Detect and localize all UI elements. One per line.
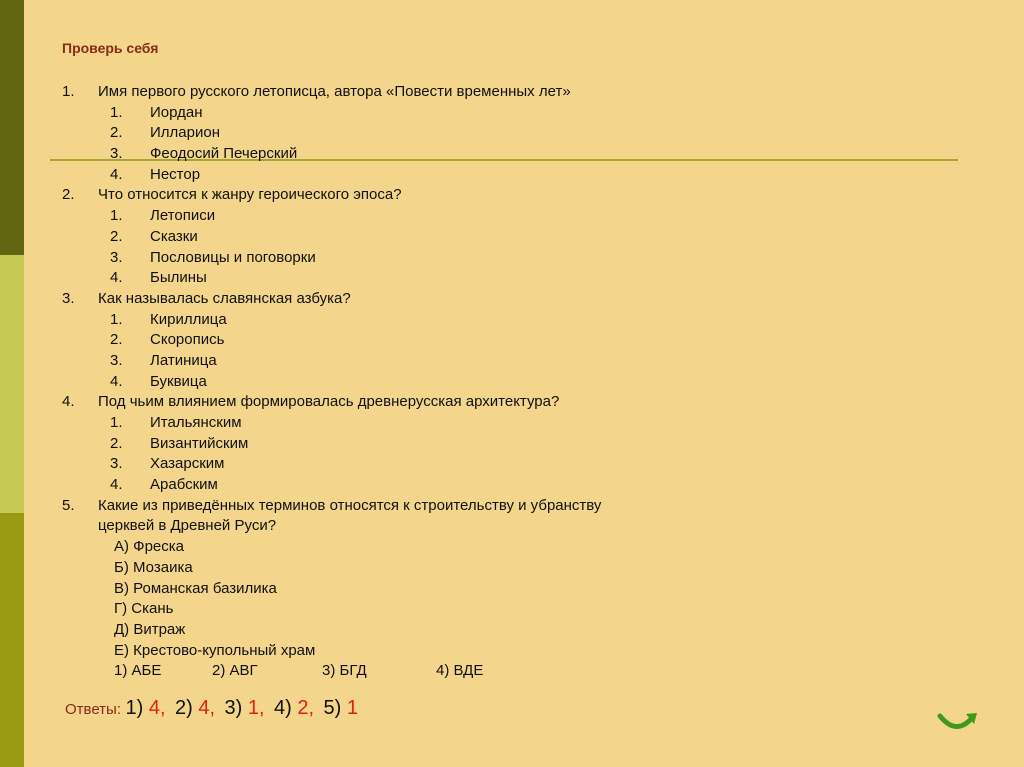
option-text: Иордан	[150, 103, 203, 121]
question-text: Под чьим влиянием формировалась древнерусская архитектура?	[98, 393, 560, 411]
option-number: 3.	[110, 145, 123, 163]
term-item: Д) Витраж	[114, 620, 186, 638]
option-text: Летописи	[150, 207, 216, 225]
option-number: 4.	[110, 476, 123, 494]
option-item	[0, 248, 1024, 269]
question-number: 5.	[62, 496, 75, 514]
option-number: 4.	[110, 372, 123, 390]
answer-choices	[0, 661, 1024, 682]
option-number: 2.	[110, 331, 123, 349]
option-number: 1.	[110, 207, 123, 225]
question-text: Как называлась славянская азбука?	[98, 289, 351, 307]
question-1	[0, 82, 1024, 103]
question-3	[0, 289, 1024, 310]
option-item	[0, 123, 1024, 144]
option-number: 2.	[110, 227, 123, 245]
quiz-content	[0, 82, 1024, 682]
question-5	[0, 496, 1024, 517]
option-item	[0, 434, 1024, 455]
question-number: 1.	[62, 83, 75, 100]
option-item	[0, 206, 1024, 227]
option-text: Феодосий Печерский	[150, 145, 298, 163]
question-text: Имя первого русского летописца, автора «Повести временных лет»	[98, 83, 571, 100]
option-number: 3.	[110, 248, 123, 266]
option-text: Кириллица	[150, 310, 227, 328]
option-text: Византийским	[150, 434, 249, 452]
option-number: 1.	[110, 310, 123, 328]
option-text: Пословицы и поговорки	[150, 248, 316, 266]
option-item	[0, 372, 1024, 393]
slide-title: Проверь себя	[62, 40, 159, 56]
choice-item: 4) ВДЕ	[436, 662, 484, 680]
option-text: Арабским	[150, 476, 218, 494]
option-item	[0, 103, 1024, 124]
question-number: 4.	[62, 393, 75, 411]
answer-item: 2) 4,	[174, 697, 216, 719]
answer-item: 3) 1,	[224, 697, 265, 719]
question-number: 2.	[62, 186, 75, 204]
option-number: 3.	[110, 455, 123, 473]
option-text: Буквица	[150, 372, 207, 390]
option-item	[0, 475, 1024, 496]
option-number: 4.	[110, 165, 123, 183]
option-number: 2.	[110, 124, 123, 142]
option-text: Скоропись	[150, 331, 225, 349]
question-number: 3.	[62, 289, 75, 307]
option-text: Итальянским	[150, 414, 242, 431]
question-text-continuation: церквей в Древней Руси?	[98, 517, 277, 535]
choice-item: 1) АБЕ	[114, 662, 162, 680]
answer-item: 1) 4,	[125, 697, 166, 719]
question-text: Что относится к жанру героического эпоса?	[98, 186, 402, 204]
term-item: В) Романская базилика	[114, 579, 277, 597]
option-number: 2.	[110, 434, 123, 452]
option-number: 3.	[110, 351, 123, 369]
option-item	[0, 413, 1024, 434]
option-number: 1.	[110, 103, 123, 121]
answers-line	[65, 697, 363, 720]
option-item	[0, 227, 1024, 248]
option-number: 4.	[110, 269, 123, 287]
choice-item: 2) АВГ	[212, 662, 258, 680]
answer-item: 4) 2,	[273, 697, 315, 719]
option-item	[0, 310, 1024, 331]
option-item	[0, 351, 1024, 372]
question-text: Какие из приведённых терминов относятся к строительству и убранству	[98, 496, 602, 514]
term-item: Г) Скань	[114, 600, 174, 618]
option-text: Сказки	[150, 227, 198, 245]
term-item: Е) Крестово-купольный храм	[114, 641, 316, 659]
option-item	[0, 454, 1024, 475]
answers-label: Ответы:	[65, 701, 122, 718]
term-item: Б) Мозаика	[114, 558, 193, 576]
question-2	[0, 185, 1024, 206]
option-item	[0, 268, 1024, 289]
option-item	[0, 165, 1024, 186]
answer-item: 5) 1	[323, 697, 358, 719]
question-4	[0, 392, 1024, 413]
option-number: 1.	[110, 414, 123, 431]
option-text: Нестор	[150, 165, 201, 183]
return-arrow-icon	[934, 706, 980, 736]
option-item	[0, 144, 1024, 165]
term-item: А) Фреска	[114, 538, 184, 556]
option-text: Хазарским	[150, 455, 225, 473]
option-text: Былины	[150, 269, 207, 287]
choice-item: 3) БГД	[322, 662, 367, 680]
option-text: Латиница	[150, 351, 217, 369]
option-text: Илларион	[150, 124, 220, 142]
return-button[interactable]	[934, 706, 980, 736]
option-item	[0, 330, 1024, 351]
